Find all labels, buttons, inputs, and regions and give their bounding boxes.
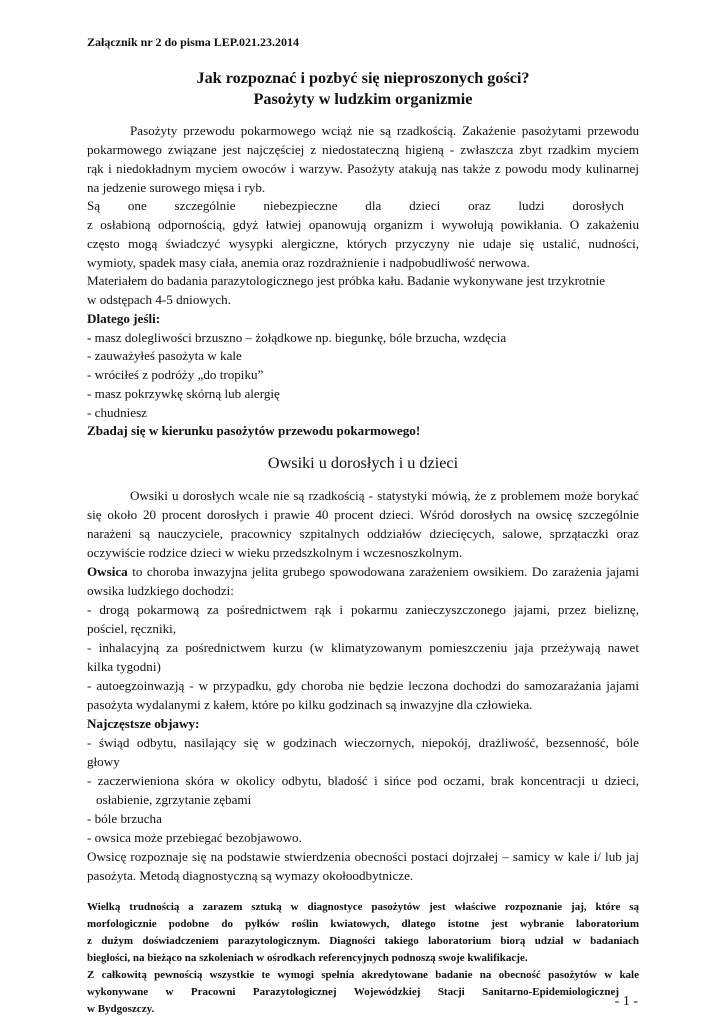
list-item: - zauważyłeś pasożyta w kale [87,348,242,363]
symptom-line: - bóle brzucha [87,811,162,826]
symptom-line: - zaczerwieniona skóra w okolicy odbytu, bladość i sińce pod oczami, brak koncentracji u dzieci, [87,773,639,788]
paragraph-line: narażeni są nauczyciele, pracownicy szpitalnych oddziałów dziecięcych, salowe, sprzątaczki oraz [87,526,639,541]
word: dorosłych [572,198,624,213]
paragraph-line: pokarmowego związane jest najczęściej z niedostateczną higieną - zwłaszcza zbyt rzadkim myciem [87,142,639,157]
closing-line: w Bydgoszczy. [87,1003,155,1015]
paragraph-line: wymioty, spadek masy ciała, anemia oraz rozdrażnienie i nadpobudliwość nerwowa. [87,255,530,270]
word: Są [87,198,101,213]
closing-line: wykonywane w Pracowni Parazytologicznej Wojewódzkiej Stacji Sanitarno-Epidemiologicznej [87,986,619,998]
diagnosis-line: pasożyta. Metodą diagnostyczną są wymazy okołoodbytnicze. [87,868,414,883]
attachment-header: Załącznik nr 2 do pisma LEP.021.23.2014 [87,35,300,49]
closing-line: z dużym doświadczeniem parazytologicznym. Diagności takiego laboratorium biorą udział w badaniach [87,935,639,947]
list-dash: - [87,330,92,345]
closing-line: Z całkowitą pewnością wszystkie te wymogi spełnia akredytowane badanie na obecność pasożytów w kale [87,969,639,981]
paragraph-line [87,562,639,581]
word: niebezpieczne [263,198,338,213]
word: ludzi [518,198,545,213]
page-title-line-1: Jak rozpoznać i pozbyć się nieproszonych gości? [196,69,530,87]
list-item: - masz pokrzywkę skórną lub alergię [87,386,280,401]
route-line: - inhalacyjną za pośrednictwem kurzu (w klimatyzowanym pomieszczeniu jaja przeżywają nawet [87,640,639,655]
symptom-line: - świąd odbytu, nasilający się w godzinach wieczornych, niepokój, drażliwość, bezsenność, bóle [87,735,639,750]
route-line: - drogą pokarmową za pośrednictwem rąk i pokarmu zanieczyszczonego jajami, przez bieliznę, [87,602,639,617]
paragraph-line: na jedzenie surowego mięsa i ryb. [87,180,266,195]
symptoms-heading: Najczęstsze objawy: [87,716,200,731]
paragraph-line: oczywiście rodzice dzieci w wieku przedszkolnym i wczesnoszkolnym. [87,545,463,560]
list-heading: Dlatego jeśli: [87,311,161,326]
call-to-action: Zbadaj się w kierunku pasożytów przewodu pokarmowego! [87,423,421,438]
page-number: - 1 - [614,994,638,1009]
owsica-term: Owsica [87,564,128,579]
paragraph-line: w odstępach 4-5 dniowych. [87,292,231,307]
paragraph-line: rąk i niedokładnym myciem owoców i warzyw. Pasożyty atakują nas także z powodu mody kulinarnej [87,161,639,176]
closing-line: morfologicznie podobne do pyłków roślin kwiatowych, dlatego istotne jest wybranie laboratorium [87,918,639,930]
word: oraz [468,198,491,213]
route-line: kilka tygodni) [87,659,161,674]
symptom-line: osłabienie, zgrzytanie zębami [96,792,252,807]
list-item-text: masz dolegliwości brzuszno – żołądkowe np. biegunkę, bóle brzucha, wzdęcia [91,330,507,345]
symptom-line: - owsica może przebiegać bezobjawowo. [87,830,302,845]
paragraph-spaced-line [87,196,624,215]
page-title-line-2: Pasożyty w ludzkim organizmie [253,90,473,108]
list-item: - wróciłeś z podróży „do tropiku” [87,367,264,382]
paragraph-line: się około 20 procent dorosłych i prawie 40 procent dzieci. Wśród dorosłych na owsicę szczególnie [87,507,639,522]
paragraph-line: często mogą świadczyć wysypki alergiczne, których przyczyny nie udaje się ustalić, nudności, [87,236,639,251]
diagnosis-line: Owsicę rozpoznaje się na podstawie stwierdzenia obecności postaci dojrzałej – samicy w kale i/ lub jaj [87,849,639,864]
paragraph-line: owsika ludzkiego dochodzi: [87,583,234,598]
list-item: - chudniesz [87,405,147,420]
word: dzieci [409,198,441,213]
paragraph-line: z osłabioną odpornością, gdyż łatwiej opanowują organizm i wywołują powikłania. O zakażeniu [87,217,639,232]
closing-line: biegłości, na bieżąco na szkoleniach w ośrodkach referencyjnych podnoszą swoje kwalifikacje. [87,952,528,964]
route-line: pasożyta wydalanymi z kałem, które po kilku godzinach są inwazyjne dla człowieka. [87,697,533,712]
list-item [87,328,639,347]
word: one [127,198,147,213]
word: szczególnie [174,198,236,213]
closing-line: Wielką trudnością a zarazem sztuką w diagnostyce pasożytów jest właściwe rozpoznanie jaj, które są [87,901,639,913]
paragraph-line: Pasożyty przewodu pokarmowego wciąż nie są rzadkością. Zakażenie pasożytami przewodu [130,123,639,138]
route-line: pościel, ręczniki, [87,621,177,636]
symptom-line: głowy [87,754,120,769]
owsica-definition: to choroba inwazyjna jelita grubego spowodowana zarażeniem owsikiem. Do zarażenia jajami [127,564,639,579]
route-line: - autoegzoinwazją - w przypadku, gdy choroba nie będzie leczona dochodzi do samozarażania jajami [87,678,639,693]
section-heading: Owsiki u dorosłych i u dzieci [267,454,459,472]
paragraph-line: Materiałem do badania parazytologicznego jest próbka kału. Badanie wykonywane jest trzykrotnie [87,273,606,288]
word: dla [365,198,382,213]
paragraph-line: Owsiki u dorosłych wcale nie są rzadkością - statystyki mówią, że z problemem może borykać [130,488,639,503]
